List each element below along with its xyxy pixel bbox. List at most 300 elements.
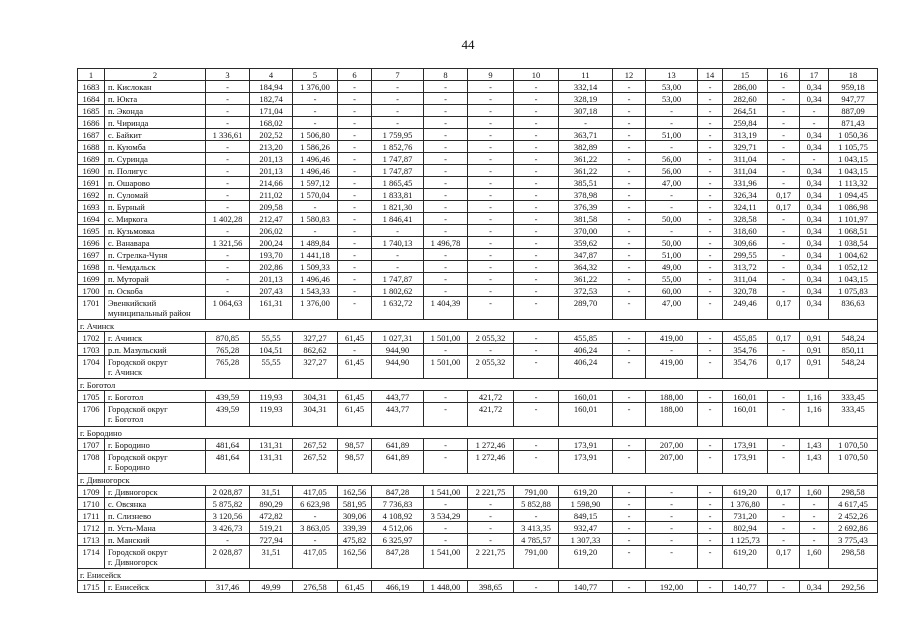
value-cell: 0,34 xyxy=(800,141,829,153)
value-cell: - xyxy=(468,213,514,225)
value-cell: - xyxy=(768,273,800,285)
value-cell: - xyxy=(514,177,559,189)
value-cell: - xyxy=(424,285,468,297)
value-cell: 641,89 xyxy=(372,450,424,473)
row-number-cell: 1692 xyxy=(78,189,105,201)
value-cell: - xyxy=(424,93,468,105)
value-cell: 6 623,98 xyxy=(293,497,338,509)
value-cell: - xyxy=(468,105,514,117)
value-cell: 324,11 xyxy=(723,201,768,213)
row-number-cell: 1708 xyxy=(78,450,105,473)
value-cell: 289,70 xyxy=(559,297,613,320)
value-cell: - xyxy=(338,177,372,189)
value-cell: 119,93 xyxy=(250,391,293,403)
value-cell: 207,00 xyxy=(646,438,698,450)
value-cell: 2 452,26 xyxy=(829,509,878,521)
value-cell: 619,20 xyxy=(559,485,613,497)
value-cell: - xyxy=(698,485,723,497)
value-cell: - xyxy=(468,285,514,297)
value-cell: - xyxy=(293,117,338,129)
value-cell: - xyxy=(800,153,829,165)
value-cell: 1,16 xyxy=(800,391,829,403)
column-number-header: 1 xyxy=(78,69,105,81)
value-cell: 887,09 xyxy=(829,105,878,117)
value-cell: 417,05 xyxy=(293,545,338,568)
value-cell: - xyxy=(338,237,372,249)
value-cell: 1 740,13 xyxy=(372,237,424,249)
settlement-name-cell: п. Муторай xyxy=(105,273,206,285)
value-cell: - xyxy=(698,450,723,473)
value-cell: 140,77 xyxy=(559,580,613,592)
settlement-name-cell: п. Юкта xyxy=(105,93,206,105)
value-cell: 286,00 xyxy=(723,81,768,93)
column-number-header: 13 xyxy=(646,69,698,81)
value-cell: - xyxy=(613,391,646,403)
row-number-cell: 1703 xyxy=(78,344,105,356)
value-cell: - xyxy=(768,81,800,93)
value-cell: 382,89 xyxy=(559,141,613,153)
value-cell: 932,47 xyxy=(559,521,613,533)
value-cell: 850,11 xyxy=(829,344,878,356)
value-cell: 417,05 xyxy=(293,485,338,497)
settlement-name-cell: п. Полигус xyxy=(105,165,206,177)
value-cell: - xyxy=(613,165,646,177)
value-cell: - xyxy=(206,273,250,285)
value-cell: 161,31 xyxy=(250,297,293,320)
value-cell: 1 597,12 xyxy=(293,177,338,189)
value-cell: - xyxy=(424,189,468,201)
value-cell: - xyxy=(698,237,723,249)
value-cell: - xyxy=(698,129,723,141)
column-number-header: 12 xyxy=(613,69,646,81)
value-cell: - xyxy=(646,521,698,533)
value-cell: 791,00 xyxy=(514,485,559,497)
value-cell: - xyxy=(372,93,424,105)
section-row xyxy=(78,568,878,580)
value-cell: 0,34 xyxy=(800,81,829,93)
value-cell: 361,22 xyxy=(559,153,613,165)
value-cell: 354,76 xyxy=(723,344,768,356)
row-number-cell: 1685 xyxy=(78,105,105,117)
value-cell: - xyxy=(468,117,514,129)
value-cell: - xyxy=(514,141,559,153)
value-cell: 160,01 xyxy=(559,391,613,403)
value-cell: - xyxy=(646,533,698,545)
value-cell: 3 413,35 xyxy=(514,521,559,533)
row-number-cell: 1694 xyxy=(78,213,105,225)
value-cell: - xyxy=(646,497,698,509)
row-number-cell: 1689 xyxy=(78,153,105,165)
value-cell: 0,34 xyxy=(800,189,829,201)
value-cell: 1 501,00 xyxy=(424,356,468,379)
value-cell: 173,91 xyxy=(559,450,613,473)
value-cell: 267,52 xyxy=(293,450,338,473)
row-number-cell: 1715 xyxy=(78,580,105,592)
value-cell: 49,99 xyxy=(250,580,293,592)
value-cell: 2 055,32 xyxy=(468,332,514,344)
value-cell: 1 272,46 xyxy=(468,450,514,473)
value-cell: 0,17 xyxy=(768,545,800,568)
value-cell: - xyxy=(424,141,468,153)
value-cell: - xyxy=(698,438,723,450)
value-cell: 1 747,87 xyxy=(372,153,424,165)
value-cell: - xyxy=(613,580,646,592)
value-cell: 419,00 xyxy=(646,332,698,344)
value-cell: 202,86 xyxy=(250,261,293,273)
value-cell: - xyxy=(768,261,800,273)
value-cell: - xyxy=(468,81,514,93)
value-cell: - xyxy=(468,521,514,533)
value-cell: 871,43 xyxy=(829,117,878,129)
value-cell: 1 509,33 xyxy=(293,261,338,273)
row-number-cell: 1699 xyxy=(78,273,105,285)
value-cell: 6 325,97 xyxy=(372,533,424,545)
value-cell: 264,51 xyxy=(723,105,768,117)
value-cell: 55,55 xyxy=(250,332,293,344)
value-cell: - xyxy=(613,249,646,261)
value-cell: - xyxy=(514,117,559,129)
value-cell: 326,34 xyxy=(723,189,768,201)
value-cell: - xyxy=(424,165,468,177)
value-cell: - xyxy=(293,201,338,213)
column-number-header: 3 xyxy=(206,69,250,81)
value-cell: - xyxy=(514,105,559,117)
value-cell: - xyxy=(768,580,800,592)
value-cell: - xyxy=(613,521,646,533)
value-cell: - xyxy=(424,249,468,261)
value-cell: 5 875,82 xyxy=(206,497,250,509)
value-cell: - xyxy=(468,129,514,141)
value-cell: 249,46 xyxy=(723,297,768,320)
value-cell: - xyxy=(514,332,559,344)
value-cell: 171,04 xyxy=(250,105,293,117)
value-cell: 1 038,54 xyxy=(829,237,878,249)
value-cell: 131,31 xyxy=(250,438,293,450)
value-cell: 328,19 xyxy=(559,93,613,105)
value-cell: 193,70 xyxy=(250,249,293,261)
value-cell: 1 064,63 xyxy=(206,297,250,320)
value-cell: 328,58 xyxy=(723,213,768,225)
row-number-cell: 1683 xyxy=(78,81,105,93)
value-cell: 298,58 xyxy=(829,545,878,568)
value-cell: 1 070,50 xyxy=(829,450,878,473)
value-cell: 385,51 xyxy=(559,177,613,189)
value-cell: 363,71 xyxy=(559,129,613,141)
value-cell: - xyxy=(424,344,468,356)
value-cell: - xyxy=(468,141,514,153)
value-cell: - xyxy=(514,344,559,356)
value-cell: 188,00 xyxy=(646,403,698,426)
settlement-name-cell: с. Миркога xyxy=(105,213,206,225)
value-cell: - xyxy=(468,249,514,261)
value-cell: - xyxy=(800,533,829,545)
table-row xyxy=(78,177,878,189)
value-cell: 1 543,33 xyxy=(293,285,338,297)
value-cell: - xyxy=(424,225,468,237)
value-cell: - xyxy=(613,332,646,344)
row-number-cell: 1700 xyxy=(78,285,105,297)
value-cell: 959,18 xyxy=(829,81,878,93)
value-cell: 548,24 xyxy=(829,332,878,344)
value-cell: - xyxy=(514,273,559,285)
value-cell: 1 865,45 xyxy=(372,177,424,189)
value-cell: 443,77 xyxy=(372,391,424,403)
value-cell: 1,43 xyxy=(800,450,829,473)
value-cell: 421,72 xyxy=(468,391,514,403)
row-number-cell: 1697 xyxy=(78,249,105,261)
value-cell: - xyxy=(646,225,698,237)
value-cell: - xyxy=(646,485,698,497)
row-number-cell: 1693 xyxy=(78,201,105,213)
table-row xyxy=(78,93,878,105)
value-cell: 0,17 xyxy=(768,189,800,201)
value-cell: 0,91 xyxy=(800,344,829,356)
column-number-header: 16 xyxy=(768,69,800,81)
column-number-header: 17 xyxy=(800,69,829,81)
value-cell: 333,45 xyxy=(829,391,878,403)
value-cell: 1 802,62 xyxy=(372,285,424,297)
value-cell: 2 221,75 xyxy=(468,545,514,568)
value-cell: - xyxy=(206,201,250,213)
value-cell: - xyxy=(698,105,723,117)
row-number-cell: 1711 xyxy=(78,509,105,521)
section-row xyxy=(78,473,878,485)
value-cell: - xyxy=(768,129,800,141)
value-cell: 2 028,87 xyxy=(206,545,250,568)
row-number-cell: 1696 xyxy=(78,237,105,249)
value-cell: 2 028,87 xyxy=(206,485,250,497)
settlement-name-cell: п. Эконда xyxy=(105,105,206,117)
value-cell: - xyxy=(613,438,646,450)
value-cell: 1 496,46 xyxy=(293,153,338,165)
value-cell: - xyxy=(514,213,559,225)
section-title: г. Енисейск xyxy=(78,568,878,580)
value-cell: - xyxy=(424,177,468,189)
value-cell: - xyxy=(514,93,559,105)
value-cell: - xyxy=(293,93,338,105)
value-cell: - xyxy=(372,225,424,237)
value-cell: 791,00 xyxy=(514,545,559,568)
value-cell: 1 759,95 xyxy=(372,129,424,141)
section-title: г. Ачинск xyxy=(78,320,878,332)
value-cell: 311,04 xyxy=(723,165,768,177)
value-cell: 1 506,80 xyxy=(293,129,338,141)
value-cell: 162,56 xyxy=(338,545,372,568)
value-cell: - xyxy=(698,356,723,379)
value-cell: 802,94 xyxy=(723,521,768,533)
settlement-name-cell: р.п. Мазульский xyxy=(105,344,206,356)
value-cell: 0,34 xyxy=(800,213,829,225)
value-cell: 944,90 xyxy=(372,356,424,379)
value-cell: - xyxy=(338,129,372,141)
value-cell: 354,76 xyxy=(723,356,768,379)
value-cell: 0,34 xyxy=(800,177,829,189)
value-cell: - xyxy=(800,105,829,117)
value-cell: 331,96 xyxy=(723,177,768,189)
row-number-cell: 1698 xyxy=(78,261,105,273)
value-cell: - xyxy=(206,93,250,105)
row-number-cell: 1695 xyxy=(78,225,105,237)
value-cell: - xyxy=(468,201,514,213)
value-cell: - xyxy=(514,438,559,450)
value-cell: 0,34 xyxy=(800,580,829,592)
value-cell: 1 027,31 xyxy=(372,332,424,344)
value-cell: 1 580,83 xyxy=(293,213,338,225)
settlement-name-cell: с. Овсянка xyxy=(105,497,206,509)
table-row xyxy=(78,497,878,509)
value-cell: - xyxy=(424,201,468,213)
value-cell: - xyxy=(293,509,338,521)
table-row xyxy=(78,129,878,141)
table-row xyxy=(78,344,878,356)
value-cell: 309,06 xyxy=(338,509,372,521)
value-cell: 765,28 xyxy=(206,356,250,379)
value-cell: - xyxy=(293,533,338,545)
value-cell: - xyxy=(514,403,559,426)
value-cell: - xyxy=(338,105,372,117)
value-cell: - xyxy=(768,237,800,249)
value-cell: 1 086,98 xyxy=(829,201,878,213)
value-cell: - xyxy=(768,93,800,105)
value-cell: - xyxy=(468,177,514,189)
value-cell: - xyxy=(613,129,646,141)
value-cell: - xyxy=(424,450,468,473)
value-cell: 50,00 xyxy=(646,213,698,225)
settlement-name-cell: п. Ошарово xyxy=(105,177,206,189)
table-row xyxy=(78,153,878,165)
value-cell: 61,45 xyxy=(338,580,372,592)
table-row xyxy=(78,261,878,273)
value-cell: - xyxy=(424,105,468,117)
value-cell: - xyxy=(514,297,559,320)
value-cell: - xyxy=(372,117,424,129)
value-cell: 1 404,39 xyxy=(424,297,468,320)
row-number-cell: 1684 xyxy=(78,93,105,105)
header-row xyxy=(78,69,878,81)
value-cell: - xyxy=(768,285,800,297)
value-cell: - xyxy=(514,237,559,249)
value-cell: 182,74 xyxy=(250,93,293,105)
value-cell: 947,77 xyxy=(829,93,878,105)
value-cell: 1 501,00 xyxy=(424,332,468,344)
settlement-name-cell: п. Суринда xyxy=(105,153,206,165)
value-cell: 1 052,12 xyxy=(829,261,878,273)
value-cell: - xyxy=(206,81,250,93)
value-cell: 455,85 xyxy=(723,332,768,344)
value-cell: 173,91 xyxy=(723,450,768,473)
value-cell: 206,02 xyxy=(250,225,293,237)
value-cell: 1 336,61 xyxy=(206,129,250,141)
settlement-name-cell: п. Чиринда xyxy=(105,117,206,129)
value-cell: - xyxy=(514,356,559,379)
value-cell: - xyxy=(613,273,646,285)
value-cell: - xyxy=(468,509,514,521)
value-cell: 0,34 xyxy=(800,225,829,237)
value-cell: - xyxy=(424,153,468,165)
value-cell: - xyxy=(514,189,559,201)
value-cell: - xyxy=(613,403,646,426)
table-row xyxy=(78,141,878,153)
value-cell: - xyxy=(613,450,646,473)
value-cell: - xyxy=(338,117,372,129)
value-cell: - xyxy=(514,129,559,141)
value-cell: 168,02 xyxy=(250,117,293,129)
row-number-cell: 1687 xyxy=(78,129,105,141)
value-cell: - xyxy=(768,225,800,237)
value-cell: - xyxy=(293,105,338,117)
column-number-header: 7 xyxy=(372,69,424,81)
table-row xyxy=(78,189,878,201)
value-cell: 1 094,45 xyxy=(829,189,878,201)
value-cell: 847,28 xyxy=(372,545,424,568)
value-cell: 1 846,41 xyxy=(372,213,424,225)
value-cell: - xyxy=(468,225,514,237)
value-cell: 421,72 xyxy=(468,403,514,426)
value-cell: 207,00 xyxy=(646,450,698,473)
value-cell: 3 863,05 xyxy=(293,521,338,533)
row-number-cell: 1707 xyxy=(78,438,105,450)
value-cell: - xyxy=(206,225,250,237)
row-number-cell: 1702 xyxy=(78,332,105,344)
value-cell: 472,82 xyxy=(250,509,293,521)
value-cell: - xyxy=(468,297,514,320)
value-cell: - xyxy=(514,580,559,592)
value-cell: 4 108,92 xyxy=(372,509,424,521)
value-cell: 849,15 xyxy=(559,509,613,521)
value-cell: 55,00 xyxy=(646,273,698,285)
value-cell: - xyxy=(768,249,800,261)
section-row xyxy=(78,320,878,332)
value-cell: - xyxy=(698,332,723,344)
value-cell: 173,91 xyxy=(723,438,768,450)
value-cell: 1 402,28 xyxy=(206,213,250,225)
value-cell: - xyxy=(768,438,800,450)
value-cell: 372,53 xyxy=(559,285,613,297)
value-cell: 1 070,50 xyxy=(829,438,878,450)
value-cell: - xyxy=(698,249,723,261)
value-cell: 481,64 xyxy=(206,450,250,473)
row-number-cell: 1705 xyxy=(78,391,105,403)
value-cell: - xyxy=(206,533,250,545)
value-cell: - xyxy=(800,521,829,533)
value-cell: - xyxy=(514,285,559,297)
value-cell: - xyxy=(613,201,646,213)
value-cell: - xyxy=(613,344,646,356)
table-row xyxy=(78,165,878,177)
value-cell: - xyxy=(514,509,559,521)
value-cell: 276,58 xyxy=(293,580,338,592)
value-cell: 49,00 xyxy=(646,261,698,273)
value-cell: 333,45 xyxy=(829,403,878,426)
value-cell: - xyxy=(424,213,468,225)
value-cell: 0,17 xyxy=(768,356,800,379)
value-cell: - xyxy=(698,391,723,403)
value-cell: 292,56 xyxy=(829,580,878,592)
value-cell: 1 004,62 xyxy=(829,249,878,261)
table-row xyxy=(78,580,878,592)
table-row xyxy=(78,273,878,285)
value-cell: 1 489,84 xyxy=(293,237,338,249)
value-cell: - xyxy=(338,93,372,105)
value-cell: - xyxy=(206,141,250,153)
value-cell: - xyxy=(646,105,698,117)
settlement-name-cell: п. Усть-Мана xyxy=(105,521,206,533)
column-number-header: 10 xyxy=(514,69,559,81)
value-cell: - xyxy=(338,261,372,273)
value-cell: - xyxy=(372,249,424,261)
value-cell: - xyxy=(698,189,723,201)
table-row xyxy=(78,485,878,497)
